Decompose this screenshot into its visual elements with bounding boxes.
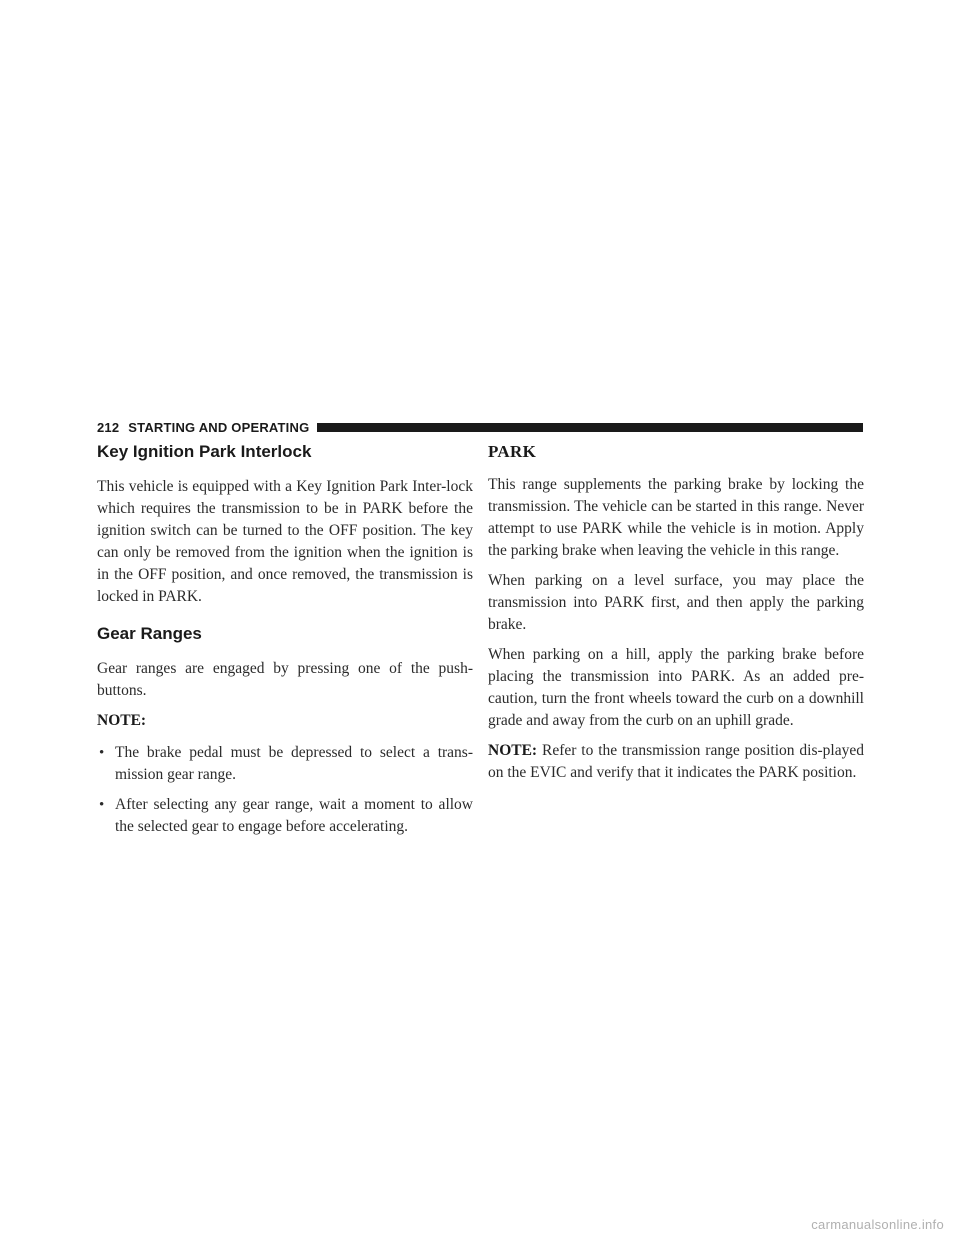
page-number: 212 [97, 419, 120, 435]
right-column [488, 440, 864, 792]
left-column [97, 440, 473, 846]
key-ignition-paragraph: This vehicle is equipped with a Key Ignition Park Inter-lock which requires the transmission to be in PARK before the ignition switch can be turned to the OFF position. The key can only be removed from the ignition when the ignition is in the OFF position, and once removed, the transmission is locked in PARK. [97, 478, 473, 605]
note-label: NOTE: [488, 742, 538, 759]
park-paragraph: When parking on a level surface, you may place the transmission into PARK first, and then apply the parking brake. [488, 572, 864, 633]
gear-ranges-heading: Gear Ranges [97, 624, 202, 643]
note-bullet-list [97, 742, 473, 838]
list-item [97, 742, 473, 786]
gear-ranges-paragraph: Gear ranges are engaged by pressing one of the push-buttons. [97, 660, 473, 699]
park-note [488, 740, 864, 784]
list-item [97, 794, 473, 838]
bullet-text: The brake pedal must be depressed to select a trans-mission gear range. [115, 744, 473, 783]
park-heading: PARK [488, 442, 537, 461]
page-header [97, 419, 863, 435]
park-paragraph: This range supplements the parking brake by locking the transmission. The vehicle can be started in this range. Never attempt to use PARK while the vehicle is in motion. Apply the parking brake when leaving the vehicle in this range. [488, 476, 864, 559]
section-title: STARTING AND OPERATING [128, 419, 310, 435]
header-rule [317, 423, 863, 432]
bullet-icon: • [99, 797, 105, 813]
note-label: NOTE: [97, 712, 147, 729]
park-paragraph: When parking on a hill, apply the parking brake before placing the transmission into PARK. As an added pre-caution, turn the front wheels toward the curb on a downhill grade and away from the curb on an uphill grade. [488, 646, 864, 729]
watermark: carmanualsonline.info [811, 1217, 944, 1232]
bullet-text: After selecting any gear range, wait a moment to allow the selected gear to engage before accelerating. [115, 796, 473, 835]
bullet-icon: • [99, 745, 105, 761]
key-ignition-heading: Key Ignition Park Interlock [97, 442, 312, 461]
note-text: Refer to the transmission range position dis-played on the EVIC and verify that it indicates the PARK position. [488, 742, 864, 781]
